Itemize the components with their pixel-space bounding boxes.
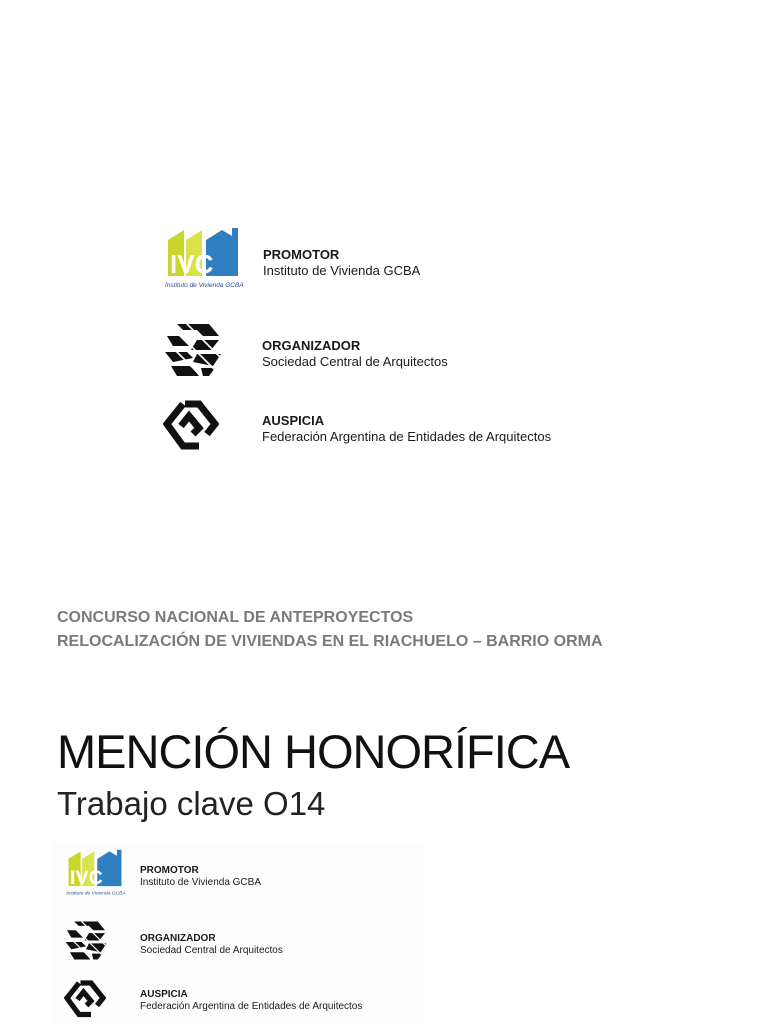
concurso-line-2: RELOCALIZACIÓN DE VIVIENDAS EN EL RIACHUELO – BARRIO ORMA — [57, 633, 603, 650]
sponsor-auspicia — [262, 413, 551, 445]
sponsor-organizador — [262, 338, 448, 370]
sponsor-role: ORGANIZADOR — [262, 338, 361, 353]
sponsor-name: Sociedad Central de Arquitectos — [140, 945, 283, 956]
sponsor-promotor — [140, 865, 261, 890]
sponsor-promotor — [263, 247, 420, 279]
sponsor-role: ORGANIZADOR — [140, 933, 216, 944]
sponsor-role: AUSPICIA — [140, 989, 188, 1000]
page-subtitle: Trabajo clave O14 — [57, 785, 326, 822]
sponsor-role: PROMOTOR — [140, 865, 199, 876]
sponsor-name: Sociedad Central de Arquitectos — [262, 353, 448, 369]
sca-logo — [163, 322, 223, 378]
page-title: MENCIÓN HONORÍFICA — [57, 725, 570, 778]
concurso-line-1: CONCURSO NACIONAL DE ANTEPROYECTOS — [57, 609, 414, 626]
ivc-logo-text: IVC — [70, 866, 103, 889]
sca-logo — [64, 920, 108, 961]
concurso-heading — [57, 606, 603, 654]
sponsor-name: Instituto de Vivienda GCBA — [140, 877, 261, 888]
ivc-logo — [162, 226, 244, 294]
sponsor-name: Federación Argentina de Entidades de Arquitectos — [262, 428, 552, 444]
sponsor-block-bottom — [52, 842, 424, 1024]
ivc-logo-text: IVC — [170, 249, 214, 279]
sponsor-name: Instituto de Vivienda GCBA — [263, 262, 421, 278]
sponsor-name: Federación Argentina de Entidades de Arquitectos — [140, 1001, 363, 1012]
ivc-logo-caption: Instituto de Vivienda GCBA — [66, 891, 126, 897]
sponsor-auspicia — [140, 989, 362, 1014]
fadea-logo — [163, 400, 219, 452]
ivc-logo-caption: Instituto de Vivienda GCBA — [165, 282, 244, 289]
sponsor-role: PROMOTOR — [263, 247, 340, 262]
sponsor-organizador — [140, 933, 283, 958]
ivc-logo — [64, 848, 126, 900]
sponsor-role: AUSPICIA — [262, 413, 325, 428]
fadea-logo — [64, 980, 106, 1019]
